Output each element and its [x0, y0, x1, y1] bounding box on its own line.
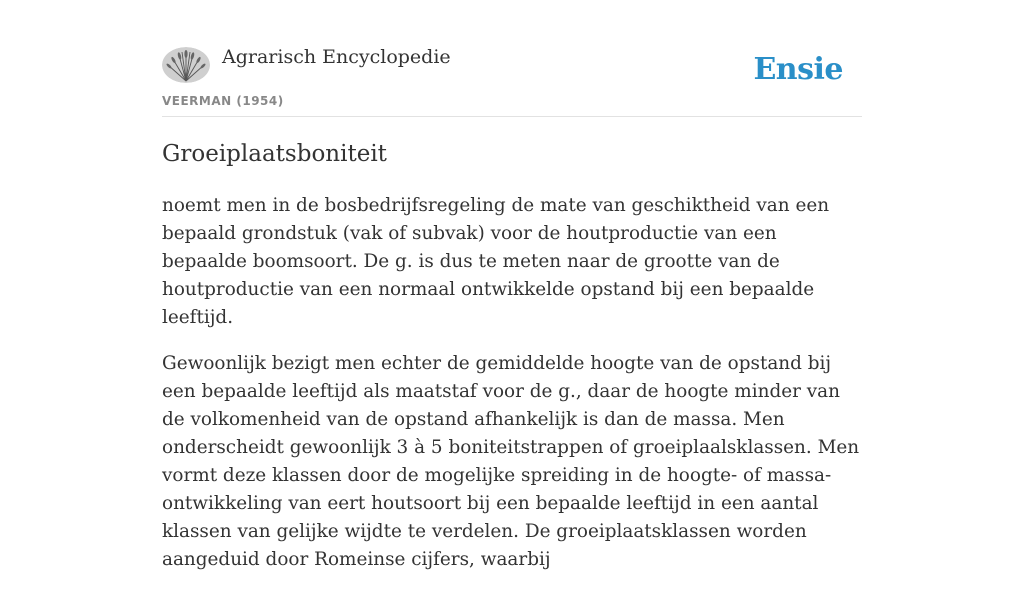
wheat-sheaf-icon[interactable] — [162, 47, 210, 83]
article-body — [162, 192, 862, 592]
source-author-year: VEERMAN (1954) — [162, 94, 284, 108]
source-header — [162, 0, 862, 117]
source-title[interactable]: Agrarisch Encyclopedie — [222, 46, 451, 68]
article-paragraph: Gewoonlijk bezigt men echter de gemiddelde hoogte van de opstand bij een bepaalde leeftijd als maatstaf voor de g., daar de hoogte minder van de volkomenheid van de opstand afhankelijk is dan de massa. Men onderscheidt gewoonlijk 3 à 5 boniteitstrappen of groeiplaalsklassen. Men vormt deze klassen door de mogelijke spreiding in de hoogte- of massa-ontwikkeling van eert houtsoort bij een bepaalde leeftijd in een aantal klassen van gelijke wijdte te verdelen. De groeiplaatsklassen worden aangeduid door Romeinse cijfers, waarbij — [162, 353, 860, 570]
ensie-logo-link[interactable]: Ensie — [753, 52, 843, 87]
page-title: Groeiplaatsboniteit — [162, 141, 387, 167]
page — [162, 0, 862, 570]
article-paragraph: noemt men in de bosbedrijfsregeling de mate van geschiktheid van een bepaald grondstuk (vak of subvak) voor de houtproductie van een bepaalde boomsoort. De g. is dus te meten naar de grootte van de houtproductie van een normaal ontwikkelde opstand bij een bepaalde leeftijd. — [162, 195, 830, 328]
